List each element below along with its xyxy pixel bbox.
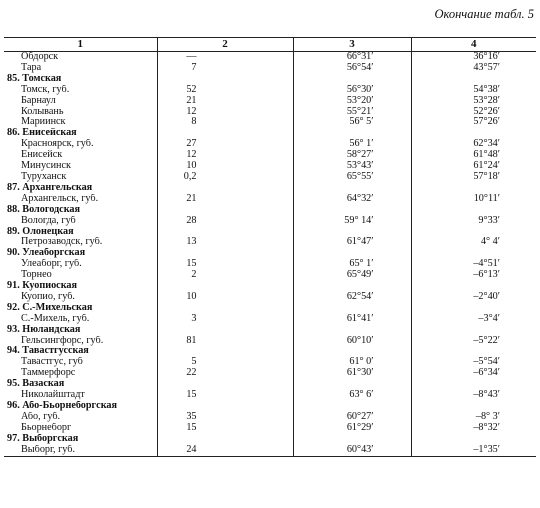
table-body — [4, 52, 536, 457]
longitude-cell — [411, 205, 536, 216]
population-cell — [157, 128, 293, 139]
population-cell — [157, 434, 293, 445]
population-cell: 10 — [157, 292, 293, 303]
table-row — [4, 52, 536, 63]
longitude-cell: –1°35′ — [411, 445, 536, 456]
latitude-cell: 53°20′ — [293, 96, 411, 107]
latitude-cell — [293, 434, 411, 445]
table-row — [4, 390, 536, 401]
latitude-cell — [293, 74, 411, 85]
latitude-cell: 64°32′ — [293, 194, 411, 205]
population-cell: 15 — [157, 259, 293, 270]
longitude-cell: 62°34′ — [411, 139, 536, 150]
name-cell: 91. Куопиоская — [7, 281, 78, 292]
population-cell — [157, 401, 293, 412]
longitude-cell: –6°13′ — [411, 270, 536, 281]
longitude-cell: 9°33′ — [411, 216, 536, 227]
latitude-cell: 60°10′ — [293, 336, 411, 347]
latitude-cell — [293, 346, 411, 357]
table-row — [4, 194, 536, 205]
population-cell — [157, 303, 293, 314]
table-row — [4, 216, 536, 227]
name-cell: Колывань — [21, 106, 64, 117]
latitude-cell: 61°41′ — [293, 314, 411, 325]
latitude-cell — [293, 281, 411, 292]
longitude-cell: –2°40′ — [411, 292, 536, 303]
table-row — [4, 270, 536, 281]
column-header-2: 2 — [157, 38, 293, 52]
name-cell: Торнео — [21, 270, 52, 281]
latitude-cell: 59° 14′ — [293, 216, 411, 227]
name-cell: Гельсингфорс, губ. — [21, 335, 104, 346]
table-row — [4, 412, 536, 423]
longitude-cell — [411, 281, 536, 292]
name-cell: 87. Архангельская — [7, 182, 93, 193]
population-cell: 15 — [157, 423, 293, 434]
population-cell: — — [157, 52, 293, 63]
population-cell: 12 — [157, 107, 293, 118]
name-cell: Або, губ. — [21, 411, 61, 422]
region-header-row — [4, 379, 536, 390]
name-cell: Енисейск — [21, 150, 63, 161]
region-header-row — [4, 281, 536, 292]
name-cell: 92. С.-Михельская — [7, 302, 93, 313]
name-cell: 86. Енисейская — [7, 128, 77, 139]
latitude-cell — [293, 325, 411, 336]
name-cell: Туруханск — [21, 171, 67, 182]
region-header-row — [4, 183, 536, 194]
name-cell: Петрозаводск, губ. — [21, 237, 103, 248]
latitude-cell: 56°30′ — [293, 85, 411, 96]
longitude-cell: –3°4′ — [411, 314, 536, 325]
longitude-cell — [411, 325, 536, 336]
region-header-row — [4, 128, 536, 139]
longitude-cell — [411, 183, 536, 194]
latitude-cell: 53°43′ — [293, 161, 411, 172]
table-row — [4, 237, 536, 248]
table-row — [4, 314, 536, 325]
table-row — [4, 63, 536, 74]
region-header-row — [4, 74, 536, 85]
latitude-cell — [293, 128, 411, 139]
latitude-cell: 56°54′ — [293, 63, 411, 74]
population-cell — [157, 74, 293, 85]
population-cell — [157, 183, 293, 194]
name-cell: 95. Вазаская — [7, 379, 65, 390]
longitude-cell — [411, 379, 536, 390]
table-row — [4, 85, 536, 96]
population-cell: 28 — [157, 216, 293, 227]
region-header-row — [4, 303, 536, 314]
table-row — [4, 357, 536, 368]
longitude-cell — [411, 227, 536, 238]
table-row — [4, 445, 536, 456]
longitude-cell — [411, 74, 536, 85]
population-cell — [157, 379, 293, 390]
population-cell: 3 — [157, 314, 293, 325]
longitude-cell: 43°57′ — [411, 63, 536, 74]
region-header-row — [4, 227, 536, 238]
latitude-cell: 56° 1′ — [293, 139, 411, 150]
name-cell: 93. Нюландская — [7, 324, 81, 335]
table-row — [4, 107, 536, 118]
longitude-cell: –8° 3′ — [411, 412, 536, 423]
population-cell: 21 — [157, 96, 293, 107]
longitude-cell — [411, 303, 536, 314]
longitude-cell: 57°26′ — [411, 117, 536, 128]
population-cell — [157, 281, 293, 292]
region-header-row — [4, 401, 536, 412]
name-cell: 90. Улеаборгская — [7, 248, 86, 259]
longitude-cell: –5°22′ — [411, 336, 536, 347]
table-row — [4, 423, 536, 434]
population-cell — [157, 227, 293, 238]
population-cell: 13 — [157, 237, 293, 248]
header-row — [4, 38, 536, 52]
region-header-row — [4, 346, 536, 357]
latitude-cell: 55°21′ — [293, 107, 411, 118]
region-header-row — [4, 434, 536, 445]
latitude-cell: 61°29′ — [293, 423, 411, 434]
name-cell: 88. Вологодская — [7, 204, 81, 215]
name-cell: Куопио, губ. — [21, 291, 75, 302]
latitude-cell: 58°27′ — [293, 150, 411, 161]
name-cell: Томск, губ. — [21, 84, 70, 95]
latitude-cell: 61° 0′ — [293, 357, 411, 368]
latitude-cell — [293, 401, 411, 412]
latitude-cell — [293, 303, 411, 314]
column-header-1: 1 — [4, 38, 157, 52]
table-row — [4, 259, 536, 270]
longitude-cell — [411, 248, 536, 259]
longitude-cell — [411, 346, 536, 357]
longitude-cell: 52°26′ — [411, 107, 536, 118]
data-table — [4, 37, 536, 457]
longitude-cell: 53°28′ — [411, 96, 536, 107]
table-caption: Окончание табл. 5 — [434, 7, 534, 21]
population-cell: 22 — [157, 368, 293, 379]
longitude-cell: –5°54′ — [411, 357, 536, 368]
latitude-cell: 60°27′ — [293, 412, 411, 423]
region-header-row — [4, 248, 536, 259]
population-cell: 24 — [157, 445, 293, 456]
latitude-cell: 60°43′ — [293, 445, 411, 456]
latitude-cell: 63° 6′ — [293, 390, 411, 401]
longitude-cell: –8°32′ — [411, 423, 536, 434]
table-row — [4, 139, 536, 150]
latitude-cell: 62°54′ — [293, 292, 411, 303]
population-cell: 7 — [157, 63, 293, 74]
name-cell: Улеаборг, губ. — [21, 259, 82, 270]
population-cell: 8 — [157, 117, 293, 128]
longitude-cell: 10°11′ — [411, 194, 536, 205]
population-cell — [157, 346, 293, 357]
population-cell — [157, 248, 293, 259]
table-row — [4, 161, 536, 172]
name-cell: 97. Выборгская — [7, 433, 79, 444]
population-cell: 15 — [157, 390, 293, 401]
longitude-cell: –4°51′ — [411, 259, 536, 270]
table-row — [4, 368, 536, 379]
table-row — [4, 96, 536, 107]
population-cell: 35 — [157, 412, 293, 423]
name-cell: Минусинск — [21, 161, 71, 172]
population-cell: 21 — [157, 194, 293, 205]
name-cell: Вологда, губ — [21, 215, 76, 226]
region-header-row — [4, 205, 536, 216]
latitude-cell: 61°47′ — [293, 237, 411, 248]
population-cell: 27 — [157, 139, 293, 150]
name-cell: 85. Томская — [7, 73, 62, 84]
name-cell: С.-Михель, губ. — [21, 313, 90, 324]
name-cell: Архангельск, губ. — [21, 193, 99, 204]
longitude-cell: –8°43′ — [411, 390, 536, 401]
table-header — [4, 38, 536, 52]
name-cell: Бьорнеборг — [21, 422, 72, 433]
name-cell: Николайштадт — [21, 390, 85, 401]
table-row — [4, 292, 536, 303]
latitude-cell: 65°49′ — [293, 270, 411, 281]
name-cell: Тара — [21, 62, 42, 73]
name-cell: 96. Або-Бьорнеборгская — [7, 401, 118, 411]
latitude-cell: 65°55′ — [293, 172, 411, 183]
table-row — [4, 172, 536, 183]
latitude-cell: 66°31′ — [293, 52, 411, 63]
longitude-cell: –6°34′ — [411, 368, 536, 379]
longitude-cell: 57°18′ — [411, 172, 536, 183]
longitude-cell: 61°24′ — [411, 161, 536, 172]
longitude-cell: 61°48′ — [411, 150, 536, 161]
latitude-cell — [293, 248, 411, 259]
latitude-cell: 61°30′ — [293, 368, 411, 379]
latitude-cell — [293, 379, 411, 390]
latitude-cell — [293, 183, 411, 194]
table-row — [4, 150, 536, 161]
name-cell: Выборг, губ. — [4, 445, 157, 456]
longitude-cell: 54°38′ — [411, 85, 536, 96]
latitude-cell: 56° 5′ — [293, 117, 411, 128]
name-cell: Таммерфорс — [21, 368, 76, 379]
longitude-cell: 4° 4′ — [411, 237, 536, 248]
name-cell: Обдорск — [21, 51, 59, 62]
latitude-cell — [293, 205, 411, 216]
population-cell: 2 — [157, 270, 293, 281]
column-header-4: 4 — [411, 38, 536, 52]
population-cell: 81 — [157, 336, 293, 347]
name-cell: Красноярск, губ. — [21, 139, 94, 150]
column-header-3: 3 — [293, 38, 411, 52]
name-cell: 94. Тавастгусская — [7, 346, 89, 357]
name-cell: Мариинск — [21, 117, 66, 128]
region-header-row — [4, 325, 536, 336]
name-cell: Тавастгус, губ — [21, 357, 83, 368]
name-cell: 89. Олонецкая — [7, 226, 74, 237]
longitude-cell — [411, 434, 536, 445]
table-row — [4, 336, 536, 347]
latitude-cell — [293, 227, 411, 238]
population-cell — [157, 205, 293, 216]
population-cell — [157, 325, 293, 336]
longitude-cell: 36°16′ — [411, 52, 536, 63]
latitude-cell: 65° 1′ — [293, 259, 411, 270]
name-cell: Барнаул — [21, 95, 56, 106]
population-cell: 12 — [157, 150, 293, 161]
population-cell: 52 — [157, 85, 293, 96]
population-cell: 5 — [157, 357, 293, 368]
longitude-cell — [411, 128, 536, 139]
table-row — [4, 117, 536, 128]
population-cell: 0,2 — [157, 172, 293, 183]
longitude-cell — [411, 401, 536, 412]
population-cell: 10 — [157, 161, 293, 172]
